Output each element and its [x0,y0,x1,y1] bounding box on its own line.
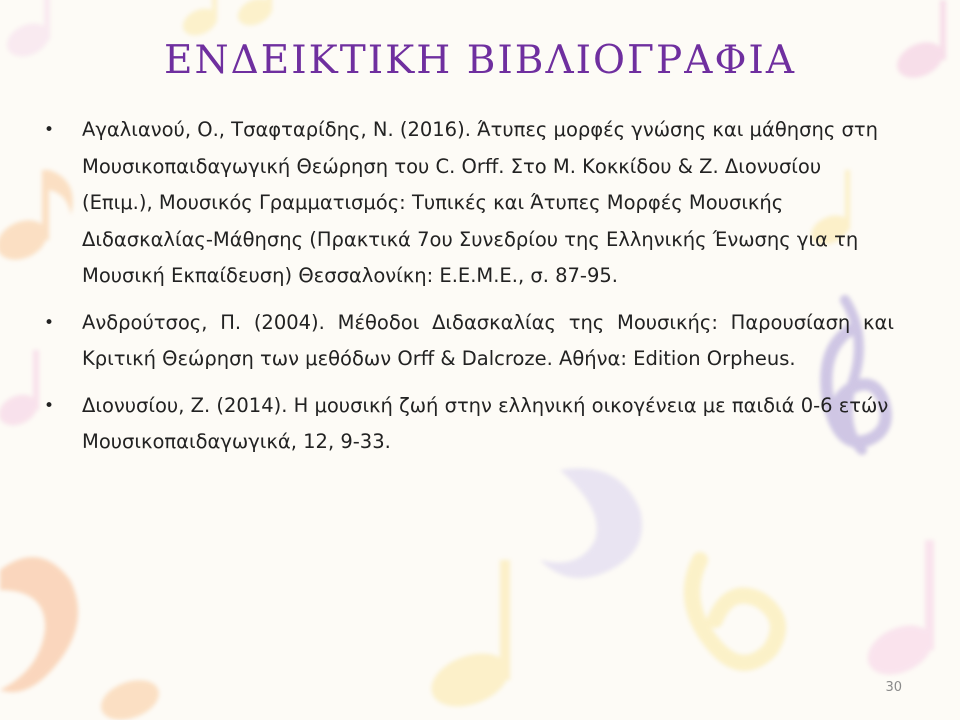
reference-text: Αγαλιανού, Ο., Τσαφταρίδης, Ν. (2016). Άτυπες μορφές γνώσης και μάθησης στη Μουσικοπαιδαγωγική Θεώρηση του C. Orff. Στο Μ. Κοκκίδου & Ζ. Διονυσίου (Επιμ.), Μουσικός Γραμματισμός: Τυπικές και Άτυπες Μορφές Μουσικής Διδασκαλίας-Μάθησης (Πρακτικά 7ου Συνεδρίου της Ελληνικής Ένωσης για τη Μουσική Εκπαίδευση) Θεσσαλονίκη: Ε.Ε.Μ.Ε., σ. 87-95. [82,118,878,287]
list-item [44,112,894,295]
page-number: 30 [885,680,902,695]
bibliography-list [44,112,894,471]
music-note-icon [0,557,78,692]
page-title: ΕΝΔΕΙΚΤΙΚΗ ΒΙΒΛΙΟΓΡΑΦΙΑ [163,38,796,83]
bullet-icon: • [44,120,55,140]
music-note-icon [0,350,42,431]
reference-text: Διονυσίου, Ζ. (2014). Η μουσική ζωή στην ελληνική οικογένεια με παιδιά 0-6 ετών Μουσικοπαιδαγωγικά, 12, 9-33. [82,393,889,453]
treble-clef-icon [692,560,778,663]
music-note-icon [860,540,940,684]
music-note-icon [540,468,642,578]
list-item [44,388,894,461]
bullet-icon: • [44,395,55,416]
list-item [44,305,894,378]
music-note-icon [96,673,165,720]
reference-text: Ανδρούτσος, Π. (2004). Μέθοδοι Διδασκαλίας της Μουσικής: Παρουσίαση και Κριτική Θεώρηση των μεθόδων Orff & Dalcroze. Αθήνα: Edition Orpheus. [82,310,894,370]
music-note-icon [179,0,277,40]
bullet-icon: • [44,312,55,333]
music-note-icon [424,560,516,716]
